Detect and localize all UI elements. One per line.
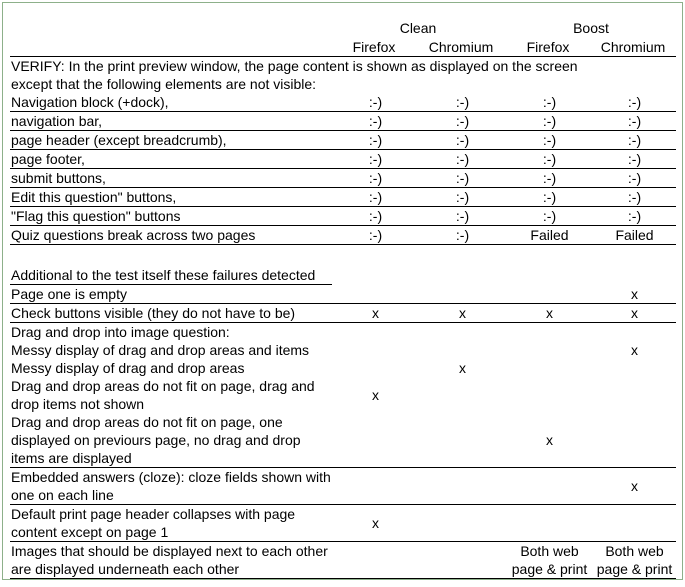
row-label: Navigation block (+dock), xyxy=(10,93,332,112)
result-cell xyxy=(419,323,506,342)
result-cell: Failed xyxy=(506,226,593,245)
result-cell xyxy=(332,359,419,377)
row-label: Images that should be displayed next to each other are displayed underneath each other xyxy=(10,542,332,579)
result-cell: x xyxy=(372,387,379,403)
table-row xyxy=(10,226,676,245)
result-cell xyxy=(506,359,593,377)
result-cell xyxy=(593,377,676,413)
result-cell: :-) xyxy=(419,150,506,169)
result-cell xyxy=(332,341,419,359)
result-cell: x xyxy=(593,285,676,304)
result-cell: :-) xyxy=(419,207,506,226)
row-label: Messy display of drag and drop areas xyxy=(11,360,245,376)
table-row xyxy=(10,359,676,377)
result-cell: :-) xyxy=(593,207,676,226)
result-cell xyxy=(419,468,506,505)
group-header-boost: Boost xyxy=(573,20,609,36)
result-cell: :-) xyxy=(419,93,506,112)
result-cell: :-) xyxy=(419,112,506,131)
result-cell: x xyxy=(459,360,466,376)
result-cell xyxy=(506,323,593,342)
row-label: Default print page header collapses with page content except on page 1 xyxy=(10,505,332,542)
result-cell: x xyxy=(332,505,419,542)
column-header-clean-chromium: Chromium xyxy=(428,39,494,55)
result-cell: :-) xyxy=(332,150,419,169)
result-cell: Both web page & print xyxy=(506,542,593,579)
column-header-boost-chromium: Chromium xyxy=(600,39,666,55)
table-row xyxy=(10,150,676,169)
result-cell: :-) xyxy=(506,207,593,226)
column-header-boost-firefox: Firefox xyxy=(526,39,570,55)
result-cell xyxy=(419,341,506,359)
row-label: Messy display of drag and drop areas and items xyxy=(11,342,310,358)
result-cell: x xyxy=(593,304,676,323)
group-header-clean: Clean xyxy=(399,20,437,36)
results-table xyxy=(10,56,676,579)
result-cell xyxy=(419,413,506,468)
result-cell xyxy=(506,377,593,413)
result-cell: :-) xyxy=(593,188,676,207)
verify-section xyxy=(10,57,676,245)
row-label: page footer, xyxy=(10,150,332,169)
row-label: "Flag this question" buttons xyxy=(10,207,332,226)
result-cell: :-) xyxy=(332,131,419,150)
row-label: Page one is empty xyxy=(10,285,332,304)
table-row xyxy=(10,93,676,112)
result-cell: :-) xyxy=(419,226,506,245)
result-cell: x xyxy=(419,304,506,323)
result-cell: :-) xyxy=(506,169,593,188)
result-cell: :-) xyxy=(332,93,419,112)
row-label: Drag and drop areas do not fit on page, one displayed on previours page, no drag and drop items are displayed xyxy=(10,413,332,468)
result-cell xyxy=(419,377,506,413)
result-cell: :-) xyxy=(506,112,593,131)
result-cell xyxy=(506,505,593,542)
result-cell xyxy=(419,542,506,579)
results-sheet xyxy=(2,2,683,580)
result-cell: :-) xyxy=(593,131,676,150)
result-cell: :-) xyxy=(506,150,593,169)
result-cell: :-) xyxy=(593,93,676,112)
table-row xyxy=(10,468,676,505)
result-cell: :-) xyxy=(332,226,419,245)
table-row xyxy=(10,169,676,188)
result-cell: :-) xyxy=(419,169,506,188)
row-label: Quiz questions break across two pages xyxy=(10,226,332,245)
verify-intro: VERIFY: In the print preview window, the page content is shown as displayed on the screen except that the following elements are not visible: xyxy=(11,58,578,92)
result-cell: :-) xyxy=(506,93,593,112)
result-cell: :-) xyxy=(419,131,506,150)
row-label: Drag and drop areas do not fit on page, drag and drop items not shown xyxy=(11,378,315,412)
row-label: Drag and drop into image question: xyxy=(11,324,230,340)
result-cell: Both web page & print xyxy=(593,542,676,579)
result-cell xyxy=(593,505,676,542)
table-row xyxy=(10,542,676,579)
failures-section xyxy=(10,245,676,579)
result-cell xyxy=(506,341,593,359)
result-cell: :-) xyxy=(332,207,419,226)
result-cell: :-) xyxy=(332,112,419,131)
row-label: submit buttons, xyxy=(10,169,332,188)
result-cell xyxy=(332,413,419,468)
table-row xyxy=(10,377,676,413)
result-cell: x xyxy=(506,304,593,323)
result-cell: :-) xyxy=(593,112,676,131)
result-cell xyxy=(506,468,593,505)
row-label: page header (except breadcrumb), xyxy=(10,131,332,150)
result-cell: Failed xyxy=(593,226,676,245)
table-row xyxy=(10,207,676,226)
table-row xyxy=(10,413,676,468)
result-cell: :-) xyxy=(506,131,593,150)
result-cell xyxy=(332,285,419,304)
result-cell: :-) xyxy=(332,188,419,207)
result-cell xyxy=(332,468,419,505)
result-cell xyxy=(506,285,593,304)
result-cell xyxy=(332,542,419,579)
table-row xyxy=(10,505,676,542)
table-row xyxy=(10,131,676,150)
table-row xyxy=(10,188,676,207)
table-row xyxy=(10,285,676,304)
result-cell xyxy=(593,323,676,342)
result-cell xyxy=(419,505,506,542)
result-cell: x xyxy=(506,413,593,468)
table-row xyxy=(10,304,676,323)
result-cell: :-) xyxy=(593,150,676,169)
result-cell xyxy=(593,359,676,377)
result-cell: x xyxy=(631,342,638,358)
row-label: Embedded answers (cloze): cloze fields shown with one on each line xyxy=(11,469,331,503)
failures-title: Additional to the test itself these failures detected xyxy=(10,266,332,285)
result-cell xyxy=(332,323,419,342)
result-cell: :-) xyxy=(593,169,676,188)
result-cell xyxy=(419,285,506,304)
row-label: navigation bar, xyxy=(10,112,332,131)
result-cell xyxy=(593,413,676,468)
table-row xyxy=(10,112,676,131)
result-cell: :-) xyxy=(419,188,506,207)
row-label: Edit this question" buttons, xyxy=(10,188,332,207)
result-cell: :-) xyxy=(332,169,419,188)
table-row xyxy=(10,341,676,359)
column-header-clean-firefox: Firefox xyxy=(352,39,396,55)
row-label: Check buttons visible (they do not have to be) xyxy=(10,304,332,323)
result-cell: x xyxy=(593,468,676,505)
result-cell: x xyxy=(332,304,419,323)
table-row xyxy=(10,323,676,342)
result-cell: :-) xyxy=(506,188,593,207)
